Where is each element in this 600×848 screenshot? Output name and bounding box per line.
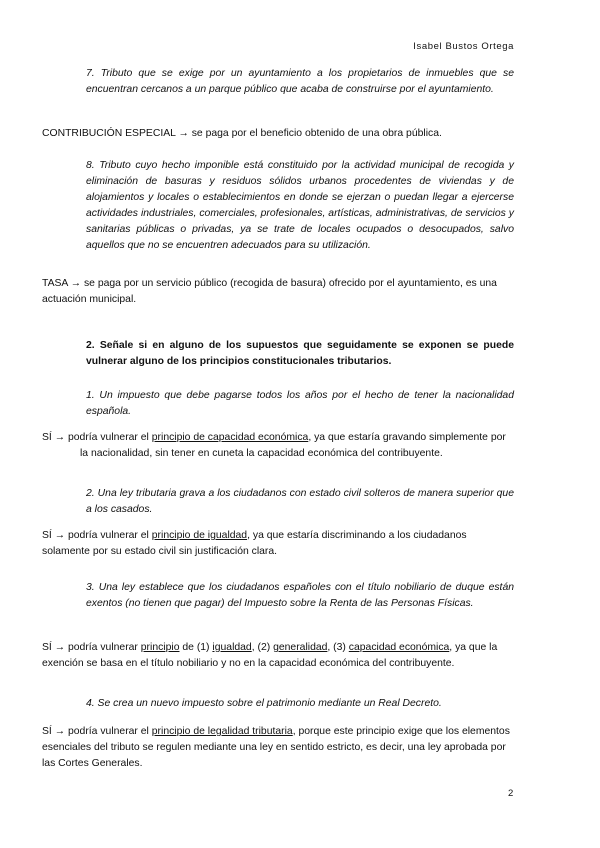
- arrow-icon: →: [54, 432, 66, 443]
- answer-text: podría vulnerar el: [68, 530, 149, 541]
- answer-text: , (2): [251, 642, 271, 653]
- principle: igualdad: [212, 642, 252, 653]
- answer-7: [42, 126, 516, 142]
- case-3-question: 3. Una ley establece que los ciudadanos españoles con el título nobiliario de duque están exentos (no tienen que pagar) del Impuesto sobre la Renta de las Personas Físicas.: [86, 582, 514, 609]
- answer-lead: SÍ: [42, 726, 52, 737]
- arrow-icon: →: [54, 726, 66, 737]
- arrow-icon: →: [178, 128, 189, 139]
- principle: generalidad: [273, 642, 328, 653]
- case-1-question: 1. Un impuesto que debe pagarse todos los años por el hecho de tener la nacionalidad española.: [86, 390, 514, 417]
- case-4-answer: [42, 724, 516, 772]
- case-1-answer: [42, 430, 516, 462]
- answer-text: podría vulnerar el: [68, 432, 149, 443]
- answer-label: CONTRIBUCIÓN ESPECIAL: [42, 128, 176, 139]
- answer-text: podría vulnerar: [68, 642, 138, 653]
- section-2-title: 2. Señale si en alguno de los supuestos que seguidamente se exponen se puede vulnerar alguno de los principios constitucionales tributarios.: [86, 340, 514, 367]
- answer-text: , ya que estaría discriminando a los ciudadanos solamente por su estado civil sin justificación clara.: [42, 530, 467, 557]
- answer-text: , (3): [327, 642, 346, 653]
- answer-lead: SÍ: [42, 530, 52, 541]
- case-2-answer: [42, 528, 516, 560]
- answer-text: , ya que la exención se basa en el título nobiliario y no en la capacidad económica del contribuyente.: [42, 642, 498, 669]
- arrow-icon: →: [70, 278, 82, 289]
- answer-text: , porque este principio exige que los elementos esenciales del tributo se regulen mediante una ley en sentido estricto, es decir, una ley aprobada por las Cortes Generales.: [42, 726, 510, 769]
- answer-text: , ya que estaría gravando simplemente por la nacionalidad, sin tener en cuneta la capacidad económica del contribuyente.: [80, 432, 506, 459]
- answer-lead: SÍ: [42, 432, 52, 443]
- answer-text: se paga por un servicio público (recogida de basura) ofrecido por el ayuntamiento, es una actuación municipal.: [42, 278, 497, 305]
- case-2-question: 2. Una ley tributaria grava a los ciudadanos con estado civil solteros de manera superior que a los casados.: [86, 488, 514, 515]
- principle: capacidad económica: [348, 642, 450, 653]
- case-3-answer: [42, 640, 516, 672]
- header-author: Isabel Bustos Ortega: [413, 41, 514, 52]
- answer-text: se paga por el beneficio obtenido de una obra pública.: [191, 128, 442, 139]
- answer-lead: SÍ: [42, 642, 52, 653]
- answer-label: TASA: [42, 278, 68, 289]
- arrow-icon: →: [54, 642, 66, 653]
- answer-text: podría vulnerar el: [68, 726, 149, 737]
- question-8: 8. Tributo cuyo hecho imponible está constituido por la actividad municipal de recogida y eliminación de basuras y residuos sólidos urbanos procedentes de viviendas y de alojamientos y locales o establecimientos en donde se ejerzan o puedan llegar a ejercerse actividades industriales, comerciales, profesionales, artísticas, administrativas, de servicios y sanitarias públicas o privadas, ya se trate de locales ocupados o desocupados, salvo aquellos que no se encuentren adecuados para su utilización.: [86, 160, 514, 251]
- answer-text: de (1): [182, 642, 210, 653]
- case-4-question: 4. Se crea un nuevo impuesto sobre el patrimonio mediante un Real Decreto.: [86, 698, 442, 709]
- question-7: 7. Tributo que se exige por un ayuntamiento a los propietarios de inmuebles que se encuentran cercanos a un parque público que acaba de construirse por el ayuntamiento.: [86, 68, 514, 95]
- principle: principio de legalidad tributaria: [151, 726, 293, 737]
- principle: principio de capacidad económica: [151, 432, 309, 443]
- page-number: 2: [508, 788, 514, 799]
- principle: principio: [140, 642, 180, 653]
- arrow-icon: →: [54, 530, 66, 541]
- principle: principio de igualdad: [151, 530, 248, 541]
- answer-8: [42, 276, 516, 308]
